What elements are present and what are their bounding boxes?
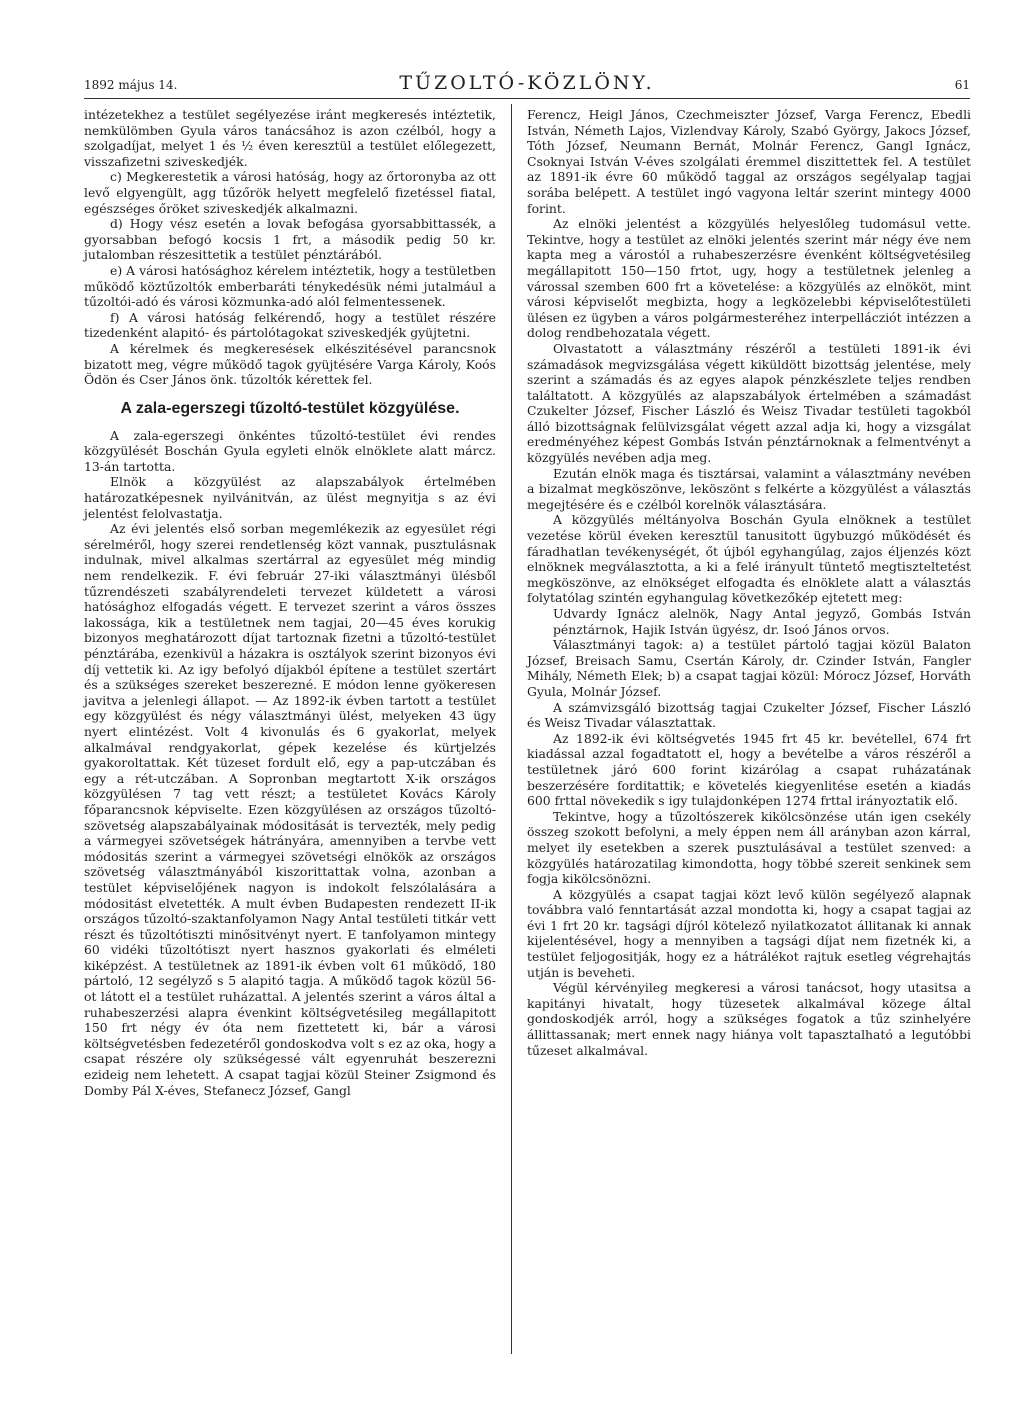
page-header — [84, 72, 970, 98]
column-divider — [511, 104, 512, 1354]
page-number: 61 — [954, 78, 970, 92]
paragraph: Az évi jelentés első sorban megemlékezik az egyesület régi sérelméről, hogy szerei rendetlenség közt vannak, pusztulásnak indulnak, mivel alkalmas szertárral az egyesület még mindig nem rendelkezik. F. évi február 27-iki választmányi ülésből tűzrendészeti szabályrendeleti tervezet küldetett a városi hatósághoz elfogadás végett. E tervezet szerint a város összes lakossága, kik a testületnek nem tagjai, 20—45 éves korukig bizonyos meghatározott díjat tartoznak fizetni a tűzoltó-testület pénztárába, ezenkivül a házakra is osztályok szerint bizonyos évi díj vettetik ki. Az igy befolyó díjakból építene a testület szertárt és a szükséges szereket beszerezné. E módon lenne gyökeresen javitva a jelenlegi állapot. — Az 1892-ik évben tartott a testület egy közgyülést és négy választmányi ülést, melyeken 43 ügy nyert elintézést. Volt 4 kivonulás és 6 gyakorlat, melyek alkalmával rendgyakorlat, gépek kezelése és kürtjelzés gyakoroltattak. Két tüzeset fordult elő, egy a pap-utczában és egy a rét-utczában. A Sopronban megtartott X-ik országos közgyülésen 7 tag vett részt; a testületet Kovács Károly főparancsnok képviselte. Ezen közgyülésen az országos tűzoltó-szövetség alapszabályainak módositását is tervezték, mely pedig a vármegyei szövetségek hátrányára, amennyiben a tervbe vett módositás szerint a vármegyei szövetségi elnökök az országos szövetség választmányából kiszorittattak volna, azonban a testület képviselőjének nagyon is indokolt felszólalására a módositást elvetették. A mult évben Budapesten rendezett II-ik országos tűzoltó-szaktanfolyamon Nagy Antal testületi titkár vett részt és tűzoltótiszti minősitvényt nyert. E tanfolyamon mintegy 60 vidéki tűzoltótiszt nyert hasznos gyakorlati és elméleti kiképzést. A testületnek az 1891-ik évben volt 61 működő, 180 pártoló, 12 segélyző s 5 alapitó tagja. A működő tagok közül 56-ot látott el a testület ruházattal. A jelentés szerint a város által a ruhabeszerzési alapra évenkint költségvetésileg megállapitott 150 frt négy év óta nem fizettetett ki, bár a városi költségvetésben fedezetéről gondoskodva volt s ez az oka, hogy a csapat részére oly szükségessé vált egyenruhát beszerezni ezideig nem lehetett. A csapat tagjai közül Steiner Zsigmond és Domby Pál X-éves, Stefanecz József, Gangl — [84, 521, 496, 1098]
right-column — [527, 107, 971, 1058]
paragraph: Tekintve, hogy a tűzoltószerek kikölcsönzése után igen csekély összeg szokott befolyni, a mely éppen nem áll arányban azon kárral, melyet ily esetekben a szerek pusztulásával a testület szenved: a közgyülés határozatilag kimondotta, hogy többé szereit senkinek sem fogja kikölcsönözni. — [527, 808, 971, 887]
article-heading: A zala-egerszegi tűzoltó-testület közgyülése. — [120, 399, 460, 417]
paragraph: Ezután elnök maga és tisztársai, valamint a választmány nevében a bizalmat megköszönve, leköszönt s felkérte a közgyülést a választás megejtésére és e czélból korelnök választására. — [527, 465, 971, 512]
paragraph: Végül kérvényileg megkeresi a városi tanácsot, hogy utasitsa a kapitányi hivatalt, hogy tüzesetek alkalmával közege által gondoskodjék arról, hogy a szükséges fogatok a tűz szinhelyére állittassanak; mert ennek nagy hiánya volt tapasztalható a legutóbbi tűzeset alkalmával. — [527, 980, 971, 1058]
paragraph: Választmányi tagok: a) a testület pártoló tagjai közül Balaton József, Breisach Samu, Csertán Károly, dr. Czinder István, Fangler Mihály, Németh Elek; b) a csapat tagjai közül: Mórocz József, Horváth Gyula, Molnár József. — [527, 637, 971, 699]
paragraph: A közgyülés méltányolva Boschán Gyula elnöknek a testület vezetése körül éveken keresztül tanusitott ügybuzgó működését és fáradhatlan tevékenységét, őt újból egyhangúlag, zajos éljenzés közt elnöknek megválasztotta, a ki a felé irányult tüntető megtiszteltetést megköszönve, az elnökséget elfogadta és elnöklete alatt a választás folytatólag szintén egyhangulag következőkép ejtetett meg: — [527, 512, 971, 606]
left-column — [84, 107, 496, 1098]
issue-date: 1892 május 14. — [84, 78, 178, 92]
paragraph: Olvastatott a választmány részéről a testületi 1891-ik évi számadások megvizsgálása végett kiküldött bizottság jelentése, mely szerint a számadás és az egyes alapok pénzkészlete teljes rendben találtatott. A közgyülés az alapszabályok értelmében a számadást Czukelter József, Fischer László és Weisz Tivadar testületi tagokból álló bizottságnak felülvizsgálat végett azzal adja ki, hogy a vizsgálat eredményéhez képest Gombás István pénztárnoknak a felmentvényt a közgyülés nevében adja meg. — [527, 340, 971, 466]
paragraph: f) A városi hatóság felkérendő, hogy a testület részére tizedenként alapitó- és pártolótagokat sziveskedjék gyüjtetni. — [84, 309, 496, 341]
paragraph: Az elnöki jelentést a közgyülés helyeslőleg tudomásul vette. Tekintve, hogy a testület az elnöki jelentés szerint már négy éve nem kapta meg a várostól a ruhabeszerzésre évenként költségvetésileg megállapitott 150—150 frtot, ugy, hogy a testületnek jelenleg a várossal szemben 600 frt a követelése: a közgyülés az elnököt, mint városi képviselőt megbizta, hogy a legközelebbi képviselőtestületi ülésen ez ügyben a város polgármesteréhez interpellácziót intézzen a dolog rendbehozatala végett. — [527, 216, 971, 341]
masthead-title: TŰZOLTÓ-KÖZLÖNY. — [399, 72, 655, 94]
paragraph: A számvizsgáló bizottság tagjai Czukelter József, Fischer László és Weisz Tivadar választattak. — [527, 699, 971, 731]
paragraph: c) Megkerestetik a városi hatóság, hogy az őrtoronyba az ott levő elgyengült, agg tűzőrök helyett megfelelő fizetéssel fiatal, egészséges őröket sziveskedjék alkalmazni. — [84, 169, 496, 216]
header-rule — [84, 98, 970, 99]
paragraph: intézetekhez a testület segélyezése iránt megkeresés intéztetik, nemkülömben Gyula város tanácsához is azon czélból, hogy a szolgadíjat, melyet 1 és ½ éven keresztül a testület előlegezett, visszafizetni sziveskedjék. — [84, 107, 496, 169]
paragraph: A közgyülés a csapat tagjai közt levő külön segélyező alapnak továbbra való fenntartását azzal mondotta ki, hogy a csapat tagjai az évi 1 frt 20 kr. tagsági díjról kötelező nyilatkozatot állitanak ki annak kijelentésével, hogy a mennyiben a tagsági díjat nem fizetnék ki, a testület feljogositják, hogy ez a hátrálékot rajtuk esetleg végrehajtás utján is beveheti. — [527, 886, 971, 980]
paragraph: d) Hogy vész esetén a lovak befogása gyorsabbittassék, a gyorsabban befogó kocsis 1 frt, a második pedig 50 kr. jutalomban részesittetik a testület pénztárából. — [84, 216, 496, 263]
paragraph: A kérelmek és megkeresések elkészitésével parancsnok bizatott meg, végre működő tagok gyüjtésére Varga Károly, Koós Ödön és Cser János önk. tűzoltók kérettek fel. — [84, 340, 496, 388]
paragraph: e) A városi hatósághoz kérelem intéztetik, hogy a testületben működő köztűzoltók emberbaráti ténykedésük némi jutalmául a tűzoltói-adó és városi közmunka-adó alól felmentessenek. — [84, 262, 496, 310]
paragraph: Elnök a közgyülést az alapszabályok értelmében határozatképesnek nyilvánitván, az ülést megnyitja s az évi jelentést felolvastatja. — [84, 474, 496, 521]
officers-list: Udvardy Ignácz alelnök, Nagy Antal jegyző, Gombás István pénztárnok, Hajik István ügyész, dr. Isoó János orvos. — [553, 606, 971, 637]
paragraph: Ferencz, Heigl János, Czechmeiszter József, Varga Ferencz, Ebedli István, Németh Lajos, Vizlendvay Károly, Szabó György, Jakocs József, Tóth József, Neumann Bernát, Molnár Ferencz, Gangl Ignácz, Csoknyai István V-éves szolgálati éremmel diszittettek fel. A testület az 1891-ik évre 60 működő taggal az országos segélyalap tagjai sorába belépett. A testület ingó vagyona leltár szerint mintegy 4000 forint. — [527, 107, 971, 216]
paragraph: A zala-egerszegi önkéntes tűzoltó-testület évi rendes közgyülését Boschán Gyula egyleti elnök elnöklete alatt márcz. 13-án tartotta. — [84, 427, 496, 474]
paragraph: Az 1892-ik évi költségvetés 1945 frt 45 kr. bevétellel, 674 frt kiadással azzal fogadtatott el, hogy a bevételbe a város részéről a testületnek járó 600 forint kizárólag a csapat ruházatának beszerzésére forditattik; e követelés kiegyenlitése esetén a kiadás 600 frttal növekedik s igy tulajdonképen 1274 frttal irányoztatik elő. — [527, 730, 971, 809]
